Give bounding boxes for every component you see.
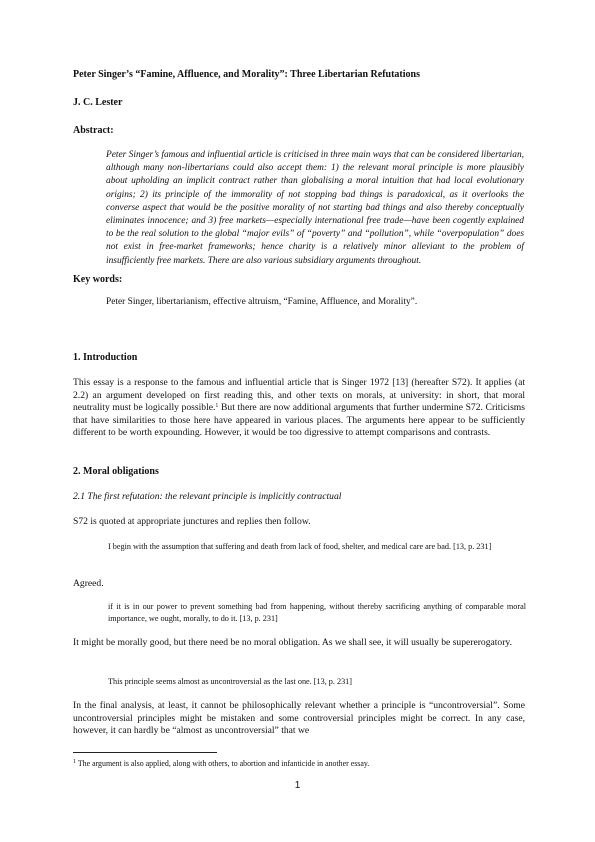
footnote-marker: 1 bbox=[73, 759, 76, 765]
block-quote-2: if it is in our power to prevent something bad from happening, without thereby sacrificing anything of comparable moral importance, we ought, morally, to do it. [13, p. 231] bbox=[108, 602, 526, 624]
keywords-heading: Key words: bbox=[73, 274, 123, 285]
introduction-text-part-2: But there are now additional arguments that further undermine S72. Criticisms that have similarities to those here have appeared in various places. The arguments here appear to be sufficiently different to be worth expounding. However, it would be too digressive to attempt comparisons and contrasts. bbox=[73, 402, 525, 439]
footnote-text: The argument is also applied, along with others, to abortion and infanticide in another essay. bbox=[76, 759, 370, 768]
abstract-heading: Abstract: bbox=[73, 125, 114, 136]
introduction-text-part-1: This essay is a response to the famous and influential article that is Singer 1972 [13] (hereafter S72). It applies (at 2.2) an argument developed on first reading this, and other texts on morals, at university: in short, that moral neutrality must be logically possible. bbox=[73, 377, 525, 414]
footnote-separator bbox=[73, 752, 217, 753]
section-heading-introduction: 1. Introduction bbox=[73, 352, 138, 363]
block-quote-1: I begin with the assumption that suffering and death from lack of food, shelter, and medical care are bad. [13, p. 231] bbox=[108, 542, 492, 551]
paper-author: J. C. Lester bbox=[73, 97, 123, 108]
paper-title: Peter Singer’s “Famine, Affluence, and Morality”: Three Libertarian Refutations bbox=[73, 69, 420, 80]
block-quote-3: This principle seems almost as uncontroversial as the last one. [13, p. 231] bbox=[108, 677, 352, 686]
reply-agreed: Agreed. bbox=[73, 578, 104, 589]
abstract-text: Peter Singer’s famous and influential article is criticised in three main ways that can be considered libertarian, although many non-libertarians could also accept them: 1) the relevant moral principle is more plausibly about upholding an implicit contract rather than globalising a moral intuition that had local evolutionary origins; 2) its principle of the immorality of not stopping bad things is paradoxical, as it overlooks the converse aspect that would be the positive morality of not starting bad things and also thereby conceptually eliminates innocence; and 3) free markets—especially international free trade—have been cogently explained to be the real solution to the global “major evils” of “poverty” and “pollution”, while “overpopulation” does not exist in free-market frameworks; hence charity is a relatively minor alleviant to the problem of insufficiently free markets. There are also various subsidiary arguments throughout. bbox=[106, 150, 524, 266]
keywords-text: Peter Singer, libertarianism, effective altruism, “Famine, Affluence, and Morality”. bbox=[106, 297, 418, 307]
section-heading-moral-obligations: 2. Moral obligations bbox=[73, 466, 159, 477]
footnote bbox=[73, 758, 525, 769]
footnote-reference-marker: 1 bbox=[215, 403, 219, 410]
paragraph-quoted-intro: S72 is quoted at appropriate junctures and replies then follow. bbox=[73, 516, 311, 527]
subsection-heading-first-refutation: 2.1 The first refutation: the relevant principle is implicitly contractual bbox=[73, 491, 342, 502]
reply-paragraph-3: In the final analysis, at least, it cannot be philosophically relevant whether a principle is “uncontroversial”. Some uncontroversial principles might be mistaken and some controversial principles might be correct. In any case, however, it can hardly be “almost as uncontroversial” that we bbox=[73, 700, 525, 737]
introduction-paragraph bbox=[73, 377, 525, 440]
reply-paragraph-2: It might be morally good, but there need be no moral obligation. As we shall see, it will usually be supererogatory. bbox=[73, 637, 512, 648]
page-number: 1 bbox=[294, 780, 301, 791]
